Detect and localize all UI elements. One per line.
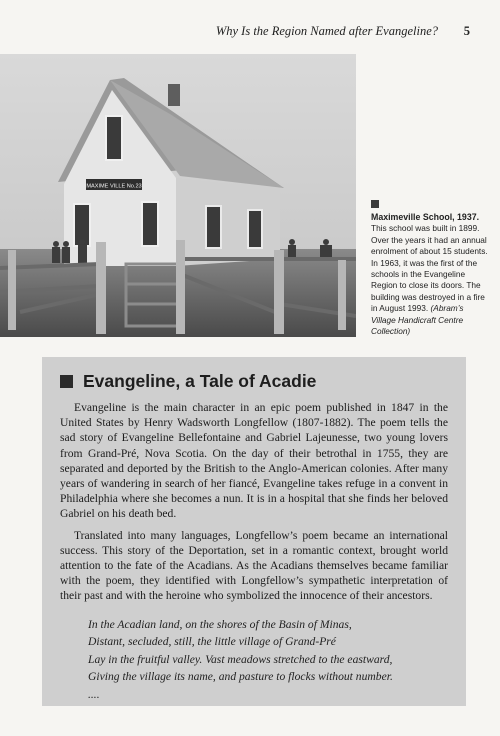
school-sign-text: MAXIME VILLE No.23	[86, 183, 142, 190]
schoolhouse-photo	[0, 54, 356, 337]
sidebar-paragraph: Evangeline is the main character in an epic poem published in 1847 in the United States by Henry Wadsworth Longfellow (1807-1882). The poem tells the sad story of Evangeline Bellefontaine and Gabriel Lajeunesse, two young lovers from Grand-Pré, Nova Scotia. On the day of their betrothal in 1755, they are separated and deported by the British to the Anglo-American colonies. After many years of wandering in search of her fiancé, Evangeline takes refuge in a convent in Philadelphia where she becomes a nun. It is in a hospital that she finds her beloved Gabriel on his death bed.	[60, 401, 448, 521]
page-number: 5	[463, 24, 470, 38]
photo-caption	[371, 200, 489, 337]
caption-body: This school was built in 1899. Over the years it had an annual enrolment of about 15 students. In 1963, it was the first of the schools in the Evangeline Region to close its doors. The building was destroyed in a fire in August 1993.	[371, 223, 488, 314]
poem-line: ....	[88, 687, 100, 701]
heading-square-icon	[60, 375, 73, 388]
running-title: Why Is the Region Named after Evangeline?	[215, 24, 438, 38]
sidebar-heading	[60, 371, 448, 392]
sidebar-heading-text: Evangeline, a Tale of Acadie	[83, 371, 317, 391]
sidebar-paragraph: Translated into many languages, Longfellow’s poem became an international success. This story of the Deportation, set in a romantic context, brought world attention to the fate of the Acadians. As the Acadians themselves became familiar with the poem, they identified with Longfellow’s sympathetic interpretation of their past and with the heroine who symbolized the innocence of their ancestors.	[60, 528, 448, 603]
poem-excerpt	[88, 616, 448, 704]
page-header	[0, 24, 500, 42]
evangeline-sidebar	[42, 357, 466, 706]
poem-line: Giving the village its name, and pasture to flocks without number.	[88, 670, 393, 684]
caption-square-icon	[371, 200, 379, 208]
poem-line: Lay in the fruitful valley. Vast meadows stretched to the eastward,	[88, 652, 393, 666]
schoolhouse-illustration	[0, 54, 356, 337]
caption-source: (Abram’s Village Handicraft Centre Collection)	[371, 303, 464, 337]
poem-line: Distant, secluded, still, the little village of Grand-Pré	[88, 635, 336, 649]
caption-title: Maximeville School, 1937.	[371, 212, 480, 222]
poem-line: In the Acadian land, on the shores of the Basin of Minas,	[88, 617, 352, 631]
